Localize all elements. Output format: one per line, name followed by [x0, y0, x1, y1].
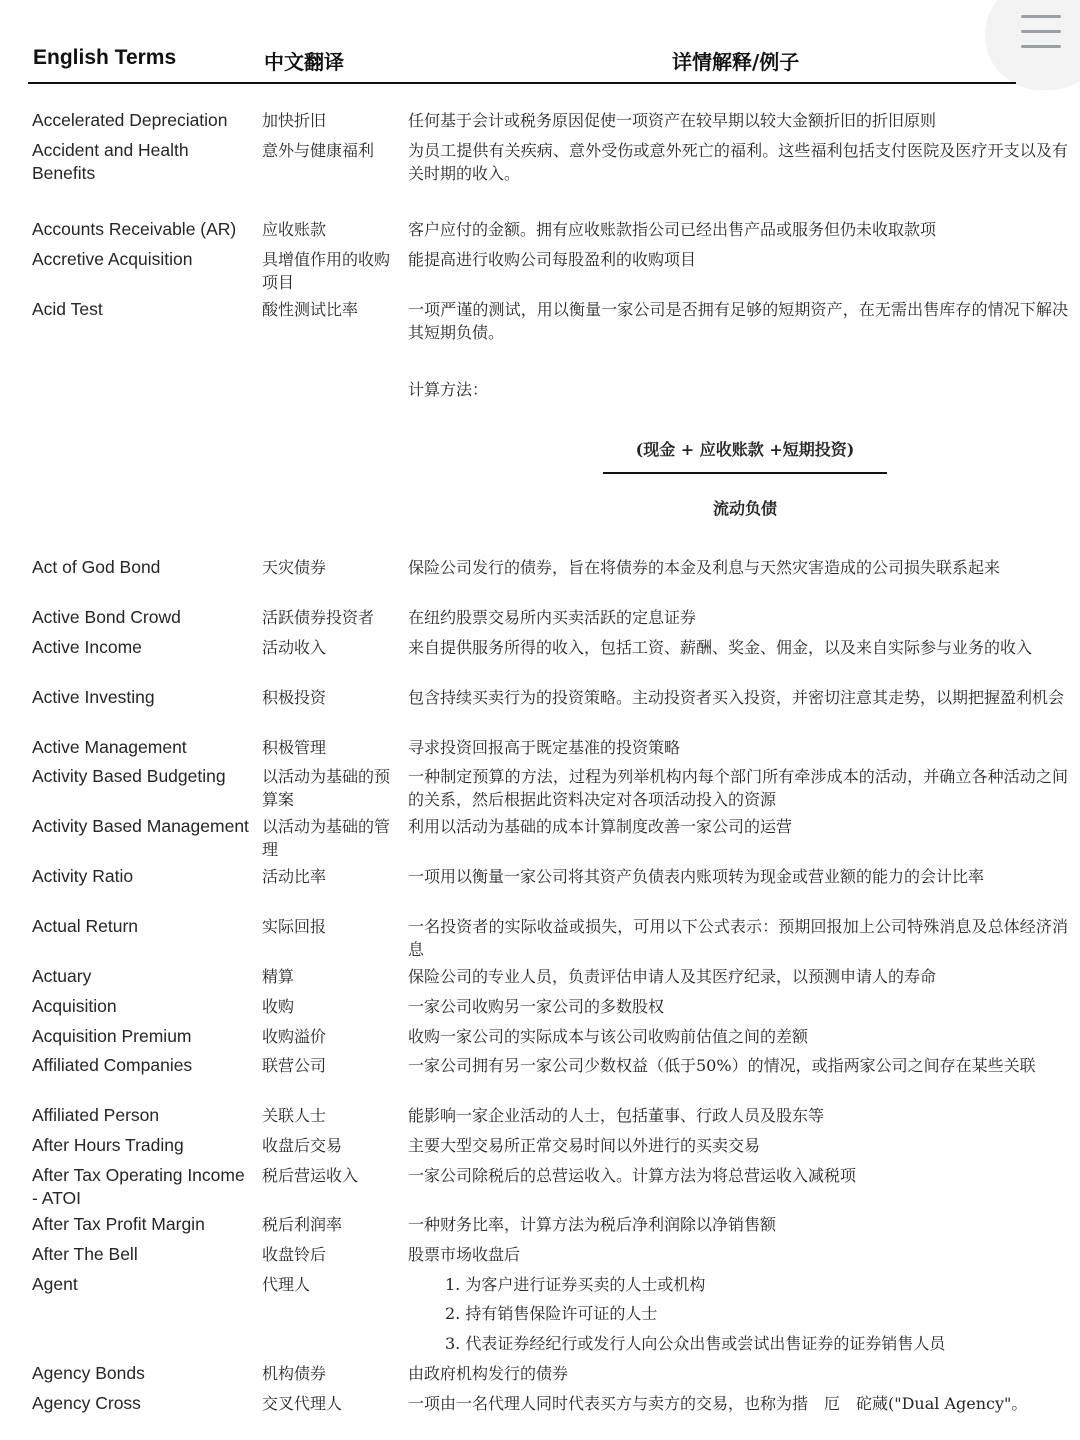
term-en: Activity Based Budgeting — [32, 766, 226, 786]
term-explanation: 一项用以衡量一家公司将其资产负债表内账项转为现金或营业额的能力的会计比率 — [408, 867, 985, 886]
term-zh: 联营公司 — [262, 1056, 327, 1075]
term-explanation: 能影响一家企业活动的人士，包括董事、行政人员及股东等 — [408, 1106, 825, 1125]
formula-denominator: 流动负债 — [712, 499, 777, 518]
header-english-terms: English Terms — [33, 46, 177, 69]
term-zh: 活跃债券投资者 — [262, 608, 375, 627]
term-explanation: 一名投资者的实际收益或损失，可用以下公式表示：预期回报加上公司特殊消息及总体经济消息 — [408, 917, 1068, 959]
term-en: Affiliated Person — [32, 1105, 160, 1125]
term-explanation: 一种制定预算的方法，过程为列举机构内每个部门所有牵涉成本的活动，并确立各种活动之间的关系，然后根据此资料决定对各项活动投入的资源 — [408, 767, 1068, 809]
term-explanation: 利用以活动为基础的成本计算制度改善一家公司的运营 — [408, 817, 793, 836]
term-zh: 以活动为基础的预算案 — [262, 767, 391, 809]
term-explanation: 任何基于会计或税务原因促使一项资产在较早期以较大金额折旧的折旧原则 — [408, 111, 937, 130]
term-zh: 活动比率 — [262, 867, 327, 886]
term-explanation: 包含持续买卖行为的投资策略。主动投资者买入投资，并密切注意其走势，以期把握盈利机会 — [408, 688, 1065, 707]
menu-button[interactable] — [985, 0, 1080, 90]
term-explanation: 由政府机构发行的债券 — [408, 1364, 569, 1383]
formula-numerator: (现金 + 应收账款 +短期投资) — [635, 440, 855, 459]
term-zh: 关联人士 — [262, 1106, 327, 1125]
term-en: Activity Based Management — [32, 816, 249, 836]
term-zh: 税后利润率 — [262, 1215, 343, 1234]
term-zh: 应收账款 — [262, 220, 327, 239]
term-en: Affiliated Companies — [32, 1055, 193, 1075]
term-zh: 收盘后交易 — [262, 1136, 343, 1155]
term-en: After Hours Trading — [32, 1135, 184, 1155]
term-explanation: 主要大型交易所正常交易时间以外进行的买卖交易 — [408, 1136, 761, 1155]
term-zh: 酸性测试比率 — [262, 300, 359, 319]
term-en: Active Management — [32, 737, 187, 757]
term-zh: 活动收入 — [262, 638, 327, 657]
term-en: Acid Test — [32, 299, 103, 319]
term-explanation: 为员工提供有关疾病、意外受伤或意外死亡的福利。这些福利包括支付医院及医疗开支以及有关时期的收入。 — [408, 141, 1068, 183]
term-en: Agency Cross — [32, 1393, 141, 1413]
term-explanation: 在纽约股票交易所内买卖活跃的定息证券 — [408, 608, 697, 627]
term-en: Acquisition — [32, 996, 117, 1016]
term-zh: 具增值作用的收购项目 — [262, 250, 391, 292]
term-explanation: 能提高进行收购公司每股盈利的收购项目 — [408, 250, 697, 269]
term-zh: 交叉代理人 — [262, 1394, 343, 1413]
term-en: Actuary — [32, 966, 92, 986]
term-en: After The Bell — [32, 1244, 138, 1264]
term-en: Active Bond Crowd — [32, 607, 181, 627]
term-zh: 以活动为基础的管理 — [262, 817, 391, 859]
term-explanation: 一项由一名代理人同时代表买方与卖方的交易，也称为揩 厄 砣蒇("Dual Agency"。 — [408, 1394, 1028, 1413]
term-en: Act of God Bond — [32, 557, 161, 577]
term-en: Agency Bonds — [32, 1363, 145, 1383]
term-zh: 积极管理 — [262, 738, 327, 757]
header-explanation: 详情解释/例子 — [672, 50, 800, 74]
term-en: Accounts Receivable (AR) — [32, 219, 237, 239]
term-en: Accident and Health Benefits — [32, 140, 189, 183]
term-zh: 天灾债券 — [262, 558, 327, 577]
term-en: Accelerated Depreciation — [32, 110, 228, 130]
agent-list-item: 1. 为客户进行证券买卖的人士或机构 — [445, 1275, 706, 1294]
menu-icon — [1021, 15, 1061, 18]
term-explanation: 一项严谨的测试，用以衡量一家公司是否拥有足够的短期资产，在无需出售库存的情况下解决其短期负债。 — [408, 300, 1068, 342]
term-en: After Tax Operating Income - ATOI — [32, 1165, 245, 1208]
term-zh: 实际回报 — [262, 917, 327, 936]
agent-list-item: 2. 持有销售保险许可证的人士 — [445, 1304, 658, 1323]
term-en: Agent — [32, 1274, 78, 1294]
term-explanation: 客户应付的金额。拥有应收账款指公司已经出售产品或服务但仍未收取款项 — [408, 220, 937, 239]
term-en: Activity Ratio — [32, 866, 134, 886]
term-zh: 精算 — [262, 967, 295, 986]
term-en: Acquisition Premium — [32, 1026, 192, 1046]
term-en: Accretive Acquisition — [32, 249, 193, 269]
term-en: Actual Return — [32, 916, 139, 936]
term-explanation: 一家公司除税后的总营运收入。计算方法为将总营运收入减税项 — [408, 1166, 857, 1185]
term-en: Active Income — [32, 637, 142, 657]
calc-method-label: 计算方法： — [408, 380, 489, 399]
term-explanation: 一家公司拥有另一家公司少数权益（低于50%）的情况，或指两家公司之间存在某些关联 — [408, 1056, 1036, 1075]
term-zh: 收购 — [262, 997, 295, 1016]
term-explanation: 寻求投资回报高于既定基准的投资策略 — [408, 738, 681, 757]
term-explanation: 股票市场收盘后 — [408, 1245, 521, 1264]
term-explanation: 收购一家公司的实际成本与该公司收购前估值之间的差额 — [408, 1027, 809, 1046]
term-en: After Tax Profit Margin — [32, 1214, 205, 1234]
header-rule — [28, 82, 1016, 84]
agent-list-item: 3. 代表证券经纪行或发行人向公众出售或尝试出售证券的证券销售人员 — [445, 1334, 946, 1353]
term-zh: 代理人 — [262, 1275, 311, 1294]
fraction-line — [603, 472, 887, 474]
term-explanation: 来自提供服务所得的收入，包括工资、薪酬、奖金、佣金，以及来自实际参与业务的收入 — [408, 638, 1033, 657]
term-explanation: 一家公司收购另一家公司的多数股权 — [408, 997, 665, 1016]
term-zh: 收购溢价 — [262, 1027, 327, 1046]
term-zh: 加快折旧 — [262, 111, 327, 130]
header-chinese: 中文翻译 — [264, 50, 344, 74]
term-en: Active Investing — [32, 687, 155, 707]
term-explanation: 一种财务比率，计算方法为税后净利润除以净销售额 — [408, 1215, 777, 1234]
term-zh: 税后营运收入 — [262, 1166, 359, 1185]
term-explanation: 保险公司的专业人员，负责评估申请人及其医疗纪录，以预测申请人的寿命 — [408, 967, 937, 986]
term-zh: 意外与健康福利 — [262, 141, 375, 160]
term-zh: 积极投资 — [262, 688, 327, 707]
term-zh: 机构债券 — [262, 1364, 327, 1383]
term-zh: 收盘铃后 — [262, 1245, 327, 1264]
term-explanation: 保险公司发行的债券，旨在将债券的本金及利息与天然灾害造成的公司损失联系起来 — [408, 558, 1001, 577]
